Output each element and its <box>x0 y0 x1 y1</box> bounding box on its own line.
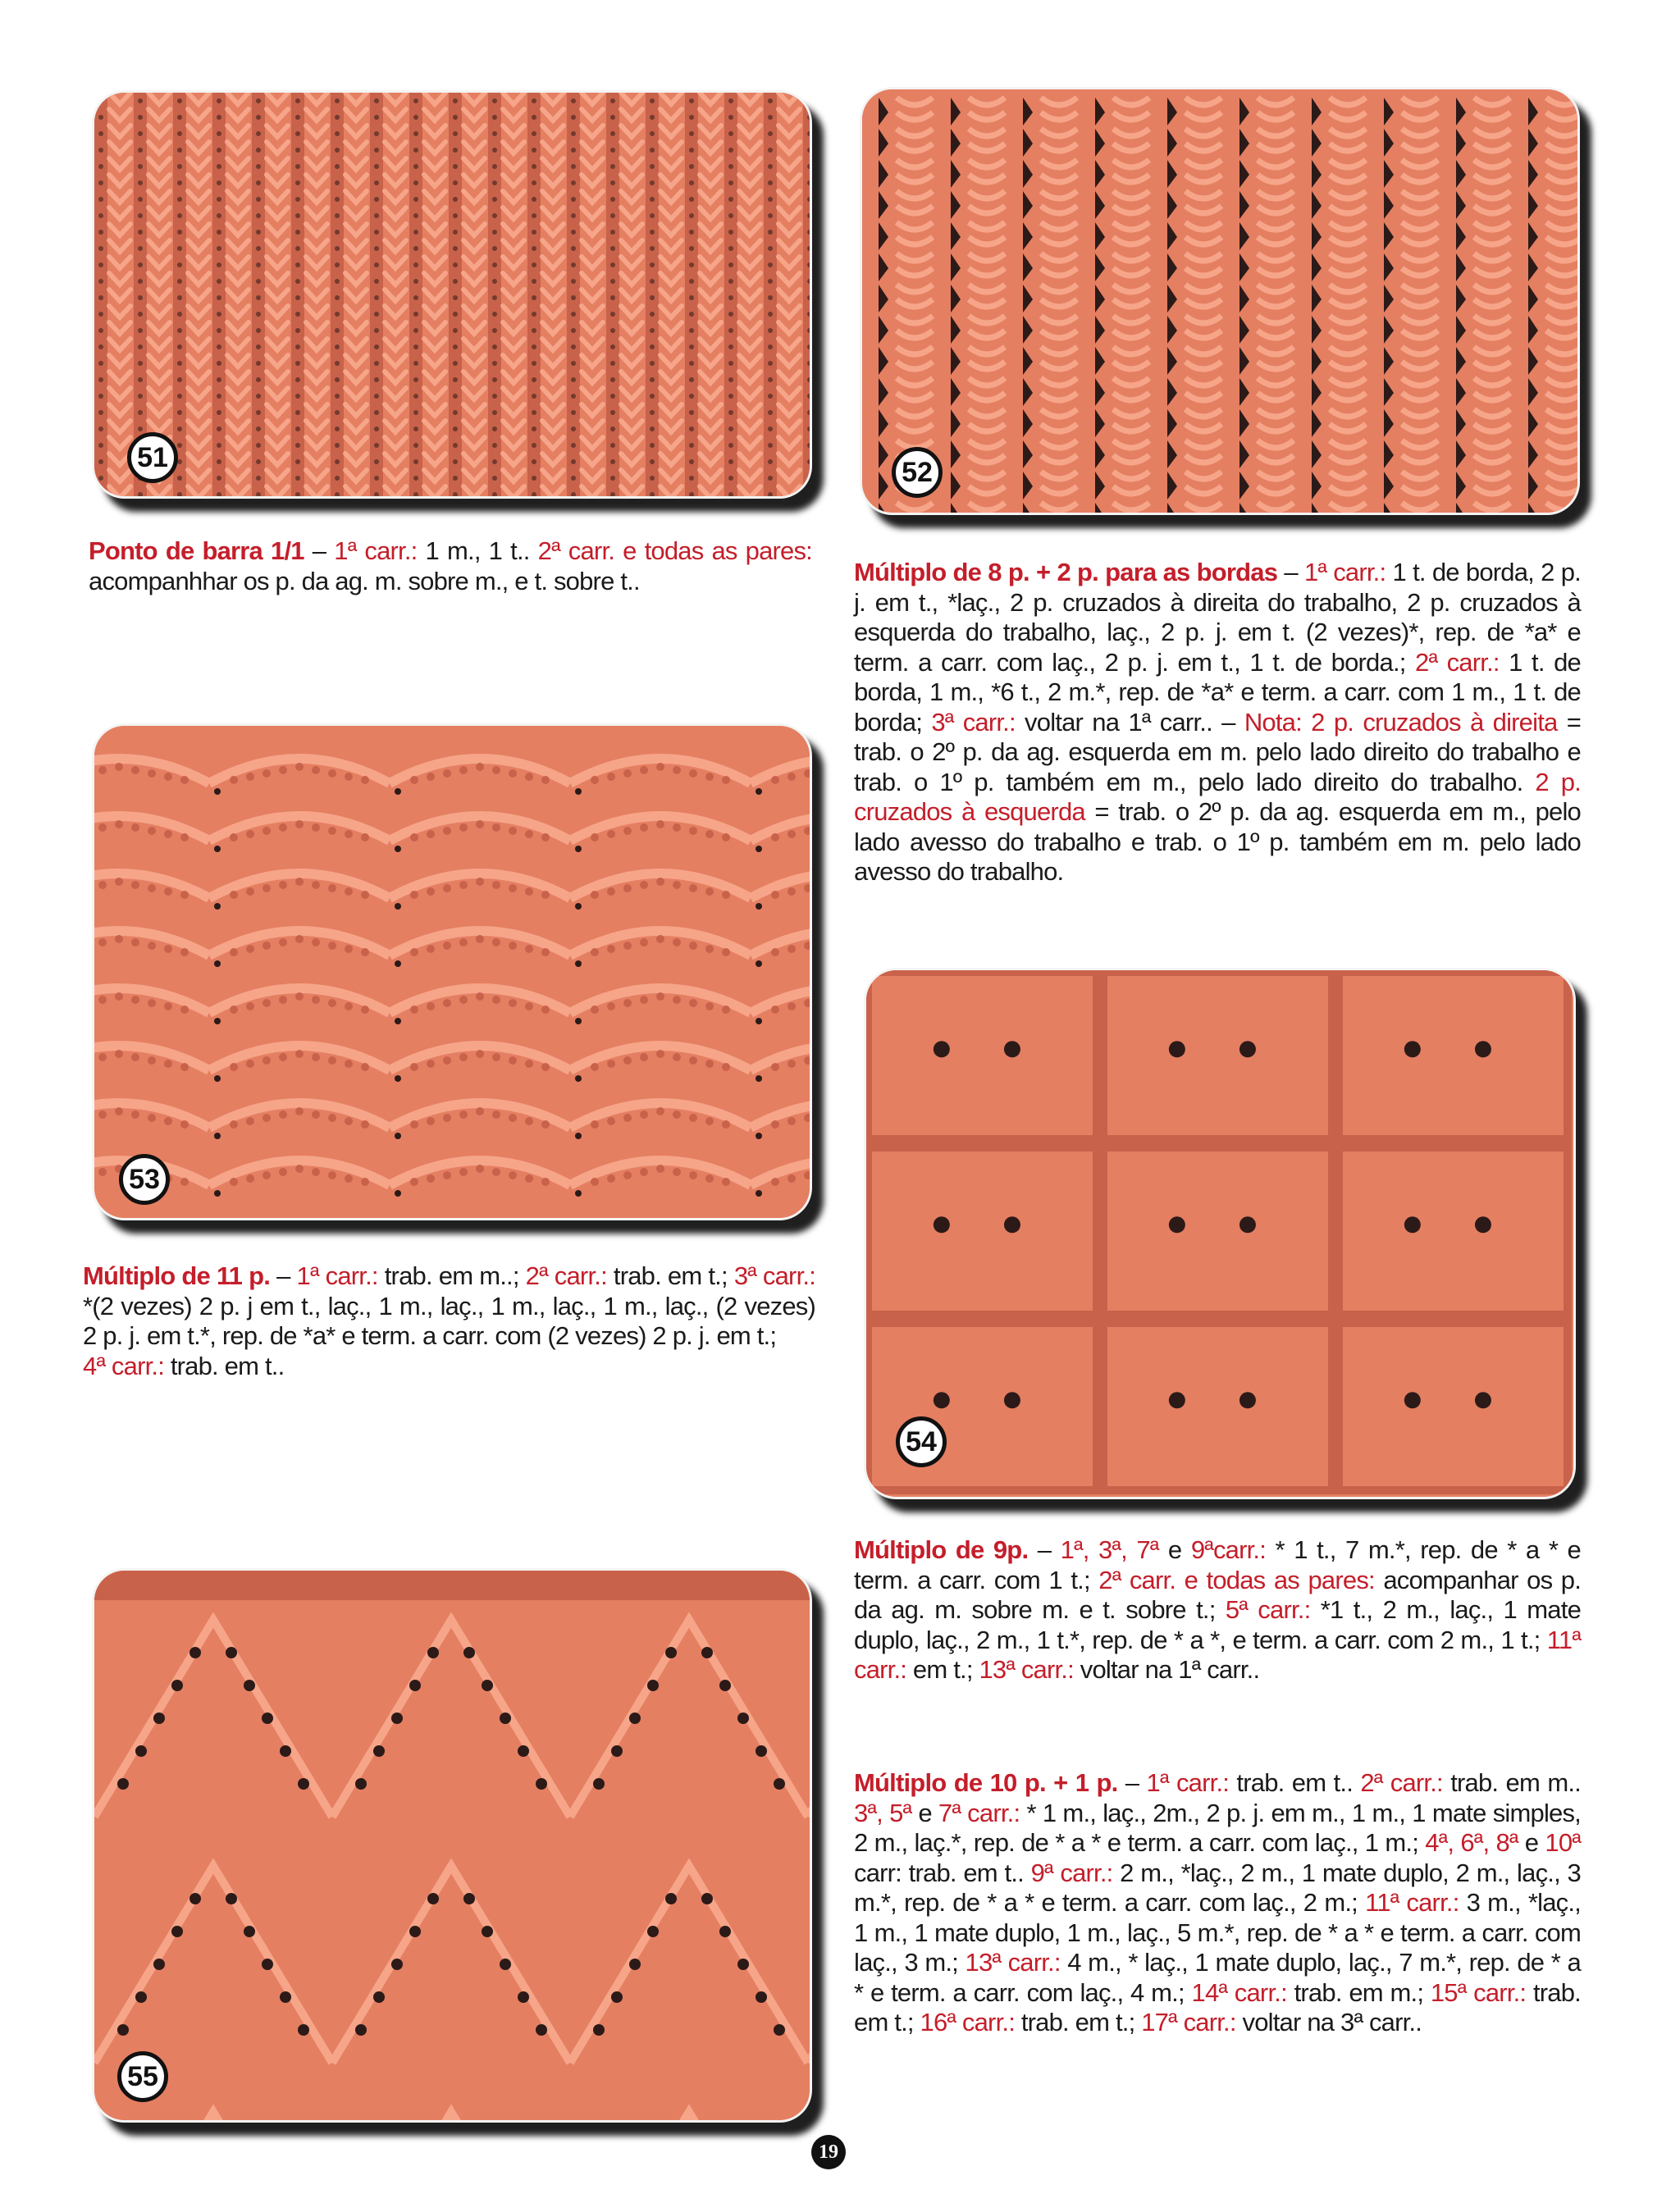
pattern-title: Ponto de barra 1/1 <box>89 536 304 565</box>
row-label: 14ª carr.: <box>1191 1977 1287 2007</box>
row-label: 11ª carr.: <box>854 1625 1581 1684</box>
row-label: 2ª carr.: <box>1415 647 1500 677</box>
instruction-text: 4 m., * laç., 1 mate duplo, laç., 7 m.*, rep. de * a * e term. a carr. com laç., 4 m.; <box>854 1948 1581 2007</box>
pattern-54-instructions <box>854 1535 1581 1685</box>
instruction-text: e <box>1518 1828 1545 1857</box>
instruction-text: – <box>270 1261 297 1290</box>
row-label: 13ª carr.: <box>965 1948 1061 1977</box>
row-label: 1ª carr.: <box>334 536 418 565</box>
knit-feather-and-fan-swatch-icon <box>94 726 810 1218</box>
photo-pattern-53 <box>92 723 812 1220</box>
row-label: 9ª carr.: <box>1030 1858 1113 1887</box>
instruction-text: trab. em m..; <box>377 1261 526 1290</box>
row-label: 2ª carr. e todas as pares: <box>537 536 812 565</box>
knit-1x1-rib-swatch-icon <box>94 93 810 496</box>
row-label: 1ª carr.: <box>296 1261 378 1290</box>
instruction-text: – <box>1028 1535 1061 1564</box>
instruction-text: * 1 t., 7 m.*, rep. de * a * e term. a carr. com 1 t.; <box>854 1535 1581 1594</box>
row-label: 7ª carr.: <box>938 1798 1020 1827</box>
instruction-text: trab. em m.; <box>1286 1977 1431 2007</box>
page-number: 19 <box>811 2135 846 2169</box>
row-label: Nota: 2 p. cruzados à direita <box>1244 707 1558 737</box>
row-label: 2ª carr.: <box>1360 1768 1443 1797</box>
pattern-number-badge: 52 <box>892 447 943 498</box>
pattern-title: Múltiplo de 11 p. <box>83 1261 271 1290</box>
instruction-text: voltar na 3ª carr.. <box>1235 2008 1422 2036</box>
instruction-text: voltar na 1ª carr.. <box>1073 1655 1260 1684</box>
instruction-text: *(2 vezes) 2 p. j em t., laç., 1 m., laç., 1 m., laç., 1 m., laç., (2 vezes) 2 p. j. em t.*, rep. de *a* e term. a carr. com (2 vezes) 2 p. j. em t.; <box>83 1291 815 1350</box>
instruction-text: 1 t. de borda, 1 m., *6 t., 2 m.*, rep. de *a* e term. a carr. com 1 m., 1 t. de borda; <box>854 647 1582 737</box>
row-label: 17ª carr.: <box>1141 2008 1236 2036</box>
pattern-title: Múltiplo de 8 p. + 2 p. para as bordas <box>854 558 1278 586</box>
instruction-text: e <box>1158 1535 1191 1564</box>
instruction-text: trab. em t.; <box>606 1261 734 1290</box>
instruction-text: *1 t., 2 m., laç., 1 mate duplo, laç., 2 m., 1 t.*, rep. de * a *, e term. a carr. com 2 m., 1 t.; <box>854 1595 1582 1654</box>
pattern-title: Múltiplo de 10 p. + 1 p. <box>854 1768 1118 1797</box>
row-label: 1ª carr.: <box>1146 1768 1230 1797</box>
photo-pattern-51 <box>92 90 812 499</box>
row-label: 4ª carr.: <box>83 1351 165 1380</box>
instruction-text: = trab. o 2º p. da ag. esquerda em m., pelo lado avesso do trabalho e trab. o 1º p. também em m. pelo lado avesso do trabalho. <box>854 797 1581 886</box>
row-label: 2ª carr. e todas as pares: <box>1098 1565 1375 1594</box>
instruction-text: voltar na 1ª carr.. – <box>1015 707 1244 737</box>
knit-eyelet-squares-swatch-icon <box>866 970 1573 1497</box>
row-label: 2ª carr.: <box>525 1261 607 1290</box>
knit-eyelet-cable-swatch-icon <box>862 89 1577 513</box>
pattern-53-instructions <box>83 1261 815 1381</box>
instruction-text: trab. em t.. <box>1229 1768 1361 1797</box>
instruction-text: trab. em t.; <box>854 1977 1581 2036</box>
row-label: 3ª carr.: <box>931 707 1016 737</box>
instruction-text: acompanhar os p. da ag. m. sobre m. e t. sobre t.; <box>854 1565 1582 1624</box>
row-label: 2 p. cruzados à esquerda <box>854 767 1581 826</box>
instruction-text: acompanhhar os p. da ag. m. sobre m., e t. sobre t.. <box>89 566 640 595</box>
row-label: 15ª carr.: <box>1430 1977 1527 2007</box>
knit-lace-leaf-swatch-icon <box>94 1571 810 2120</box>
pattern-52-instructions <box>854 558 1581 887</box>
photo-pattern-52 <box>860 87 1580 515</box>
row-label: 4ª, 6ª, 8ª <box>1425 1828 1518 1857</box>
row-label: 3ª, 5ª <box>854 1798 912 1827</box>
instruction-text: em t.; <box>906 1655 979 1684</box>
photo-pattern-55 <box>92 1568 812 2123</box>
pattern-51-instructions <box>89 536 812 596</box>
row-label: 1ª, 3ª, 7ª <box>1060 1535 1159 1564</box>
instruction-text: trab. em t.. <box>164 1351 285 1380</box>
instruction-text: – <box>1277 558 1304 586</box>
photo-pattern-54 <box>864 968 1576 1499</box>
instruction-text: e <box>911 1798 938 1827</box>
row-label: 10ª <box>1545 1828 1581 1857</box>
instruction-text: trab. em m.. <box>1442 1768 1581 1797</box>
instruction-text: 1 m., 1 t.. <box>417 536 538 565</box>
instruction-text: 3 m., *laç., 1 m., 1 mate duplo, 1 m., laç., 5 m.*, rep. de * a * e term. a carr. com laç., 3 m.; <box>854 1888 1581 1977</box>
instruction-text: * 1 m., laç., 2m., 2 p. j. em m., 1 m., 1 mate simples, 2 m., laç.*, rep. de * a * e term. a carr. com laç., 1 m.; <box>854 1798 1581 1857</box>
instruction-text: – <box>304 536 335 565</box>
row-label: 5ª carr.: <box>1225 1595 1311 1624</box>
pattern-number-badge: 53 <box>119 1154 170 1205</box>
row-label: 9ªcarr.: <box>1190 1535 1267 1564</box>
row-label: 11ª carr.: <box>1365 1888 1459 1917</box>
pattern-number-badge: 51 <box>127 432 178 483</box>
pattern-title: Múltiplo de 9p. <box>854 1535 1029 1564</box>
instruction-text: carr: trab. em t.. <box>854 1858 1031 1887</box>
instruction-text: = trab. o 2º p. da ag. esquerda em m. pelo lado direito do trabalho e trab. o 1º p. também em m., pelo lado direito do trabalho. <box>854 707 1582 796</box>
instruction-text: – <box>1117 1768 1147 1797</box>
pattern-number-badge: 54 <box>896 1416 947 1467</box>
pattern-number-badge: 55 <box>117 2051 168 2102</box>
instruction-text: 1 t. de borda, 2 p. j. em t., *laç., 2 p. cruzados à direita do trabalho, 2 p. cruzados à esquerda do trabalho, laç., 2 p. j. em t. (2 vezes)*, rep. de *a* e term. a carr. com laç., 2 p. j. em t., 1 t. de borda.; <box>854 558 1581 677</box>
row-label: 16ª carr.: <box>920 2008 1016 2036</box>
pattern-55-instructions <box>854 1768 1581 2038</box>
row-label: 3ª carr.: <box>733 1261 816 1290</box>
row-label: 1ª carr.: <box>1303 558 1386 586</box>
instruction-text: 2 m., *laç., 2 m., 1 mate duplo, 2 m., laç., 3 m.*, rep. de * a * e term. a carr. com laç., 2 m.; <box>854 1858 1582 1917</box>
instruction-text: trab. em t.; <box>1015 2008 1142 2036</box>
row-label: 13ª carr.: <box>979 1655 1074 1684</box>
